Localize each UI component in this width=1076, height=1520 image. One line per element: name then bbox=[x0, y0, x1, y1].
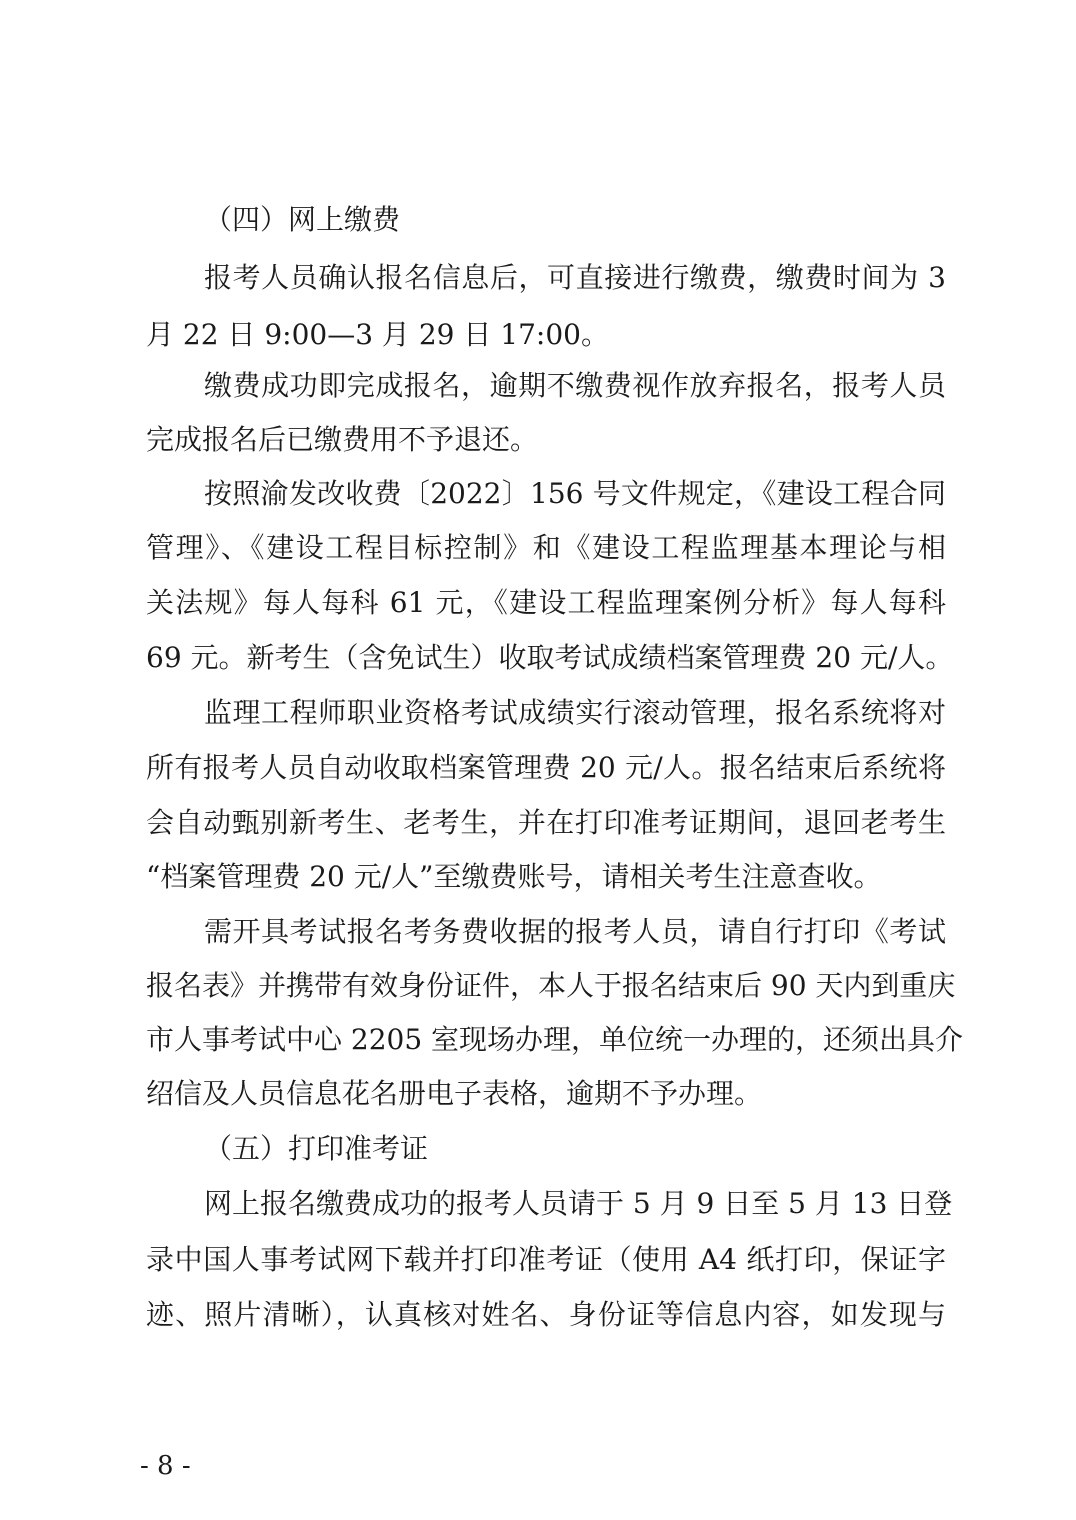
paragraph-line: 监理工程师职业资格考试成绩实行滚动管理，报名系统将对 bbox=[204, 696, 946, 729]
paragraph-line: 管理》、《建设工程目标控制》和《建设工程监理基本理论与相 bbox=[146, 531, 946, 564]
paragraph-line: 会自动甄别新考生、老考生，并在打印准考证期间，退回老考生 bbox=[146, 806, 946, 839]
paragraph-line: 关法规》每人每科 61 元，《建设工程监理案例分析》每人每科 bbox=[146, 586, 946, 619]
paragraph-line: 绍信及人员信息花名册电子表格，逾期不予办理。 bbox=[146, 1077, 763, 1110]
paragraph-line: 网上报名缴费成功的报考人员请于 5 月 9 日至 5 月 13 日登 bbox=[204, 1187, 953, 1220]
paragraph-line: 录中国人事考试网下载并打印准考证（使用 A4 纸打印，保证字 bbox=[146, 1243, 946, 1276]
page-number: - 8 - bbox=[140, 1451, 191, 1481]
paragraph-line: 需开具考试报名考务费收据的报考人员，请自行打印《考试 bbox=[204, 915, 946, 948]
paragraph-line: “档案管理费 20 元/人”至缴费账号，请相关考生注意查收。 bbox=[146, 860, 882, 893]
section-heading-online-payment: （四）网上缴费 bbox=[204, 203, 401, 236]
paragraph-line: 市人事考试中心 2205 室现场办理，单位统一办理的，还须出具介 bbox=[146, 1023, 964, 1056]
paragraph-line: 所有报考人员自动收取档案管理费 20 元/人。报名结束后系统将 bbox=[146, 751, 946, 784]
paragraph-line: 完成报名后已缴费用不予退还。 bbox=[146, 423, 539, 456]
paragraph-line: 报考人员确认报名信息后，可直接进行缴费，缴费时间为 3 bbox=[204, 261, 946, 294]
paragraph-line: 缴费成功即完成报名，逾期不缴费视作放弃报名，报考人员 bbox=[204, 369, 946, 402]
paragraph-line: 月 22 日 9:00—3 月 29 日 17:00。 bbox=[146, 318, 609, 351]
paragraph-line: 69 元。新考生（含免试生）收取考试成绩档案管理费 20 元/人。 bbox=[146, 641, 954, 674]
paragraph-line: 报名表》并携带有效身份证件，本人于报名结束后 90 天内到重庆 bbox=[146, 969, 956, 1002]
paragraph-line: 按照渝发改收费〔2022〕156 号文件规定，《建设工程合同 bbox=[204, 477, 946, 510]
paragraph-line: 迹、照片清晰），认真核对姓名、身份证等信息内容，如发现与 bbox=[146, 1298, 946, 1331]
section-heading-print-admission-ticket: （五）打印准考证 bbox=[204, 1132, 429, 1165]
